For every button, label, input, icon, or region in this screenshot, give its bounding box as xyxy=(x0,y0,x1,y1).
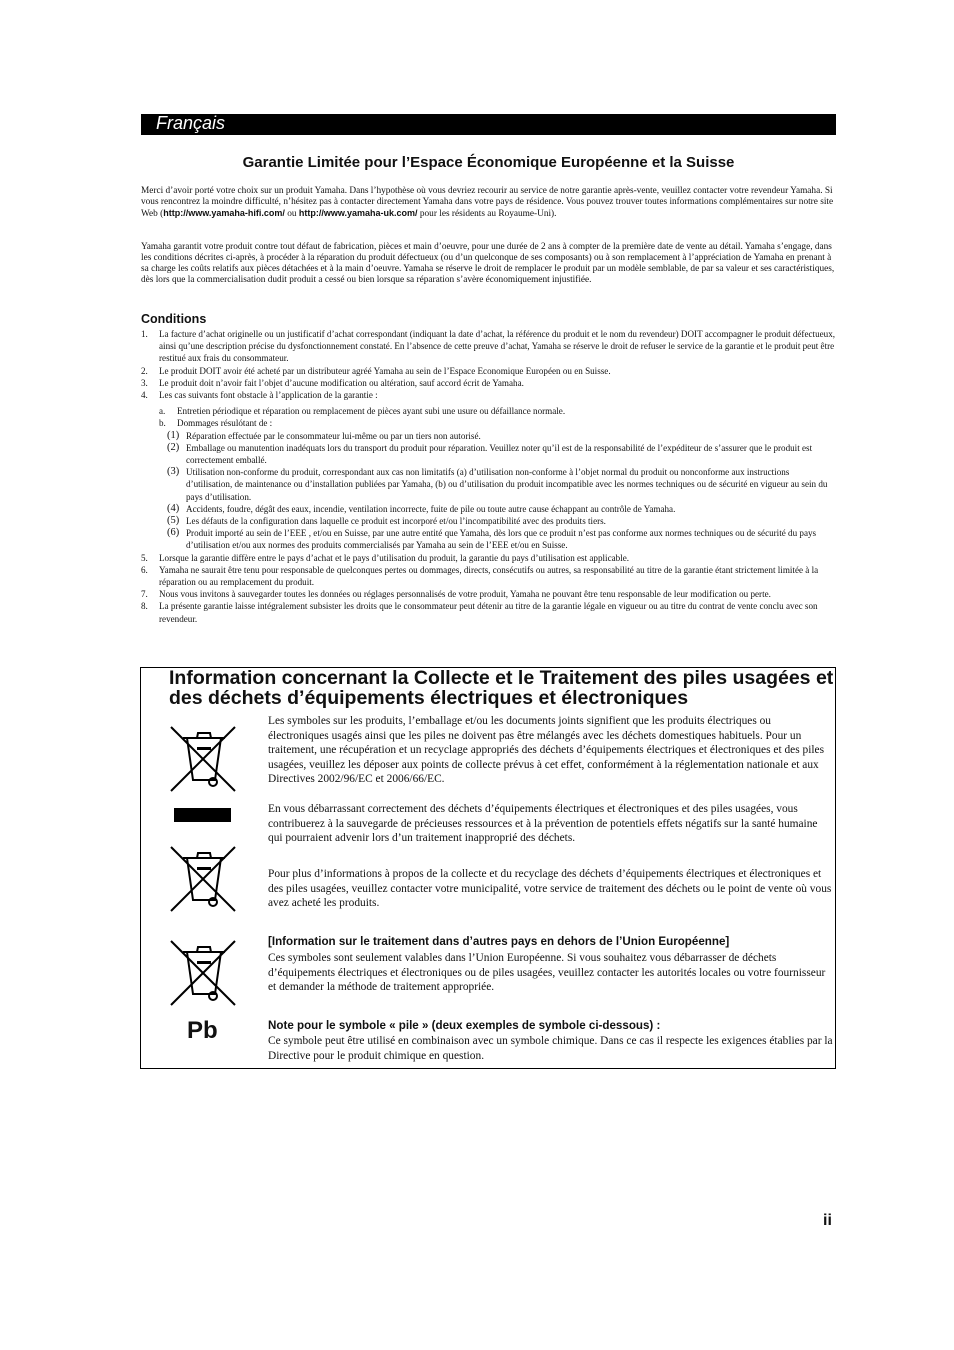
waste-bin-underline-bar xyxy=(174,808,231,822)
item-text: Le produit DOIT avoir été acheté par un distributeur agréé Yamaha au sein de l’Espace Economique Européen ou en Suisse. xyxy=(159,365,611,376)
item-text: Lorsque la garantie diffère entre le pays d’achat et le pays d’utilisation du produit, la garantie du pays d’utilisation est applicable. xyxy=(159,552,630,563)
battery-note-heading: Note pour le symbole « pile » (deux exemples de symbole ci-dessous) : xyxy=(268,1019,661,1032)
item-text: La présente garantie laisse intégralement subsister les droits que le consommateur peut détenir au titre de la garantie légale en vigueur ou au titre du contrat de vente conclu avec son revendeur. xyxy=(159,601,818,624)
subsubitem-text: Utilisation non-conforme du produit, correspondant aux cas non limitatifs (a) d’utilisation non-conforme à l’objet normal du produit ou nonconforme aux instructions d’utilisation, de maintenance ou d’installation publiées par Yamaha, (b) ou d’utilisation du produit incompatible avec les normes techniques ou de sécurité en vigueur au sein du pays d’utilisation. xyxy=(186,467,828,502)
item-text: La facture d’achat originelle ou un justificatif d’achat correspondant (indiquant la date d’achat, la référence du produit et le nom du revendeur) DOIT accompagner le produit défectueux, ainsi qu’une description précise du dysfonctionnement constaté. En l’absence de cette preuve d’achat, Yamaha se réserve le droit de refuser le service de la garantie et le produit peut être restitué aux frais du consommateur. xyxy=(159,329,836,364)
crossed-bin-icon xyxy=(167,938,239,1008)
list-item xyxy=(141,564,836,588)
intro-text-end: pour les résidents au Royaume-Uni). xyxy=(417,208,557,219)
subsubitem-text: Accidents, foudre, dégât des eaux, incendie, ventilation incorrecte, fuite de pile ou toute autre cause échappant au contrôle de Yamaha. xyxy=(186,503,676,514)
subsubitem-number: (4) xyxy=(167,502,180,514)
weee-title: Information concernant la Collecte et le Traitement des piles usagées et des déchets d’équipements électriques et électroniques xyxy=(169,667,834,709)
list-subitem xyxy=(141,417,836,429)
subsubitem-number: (5) xyxy=(167,515,180,527)
list-subsubitem xyxy=(141,430,836,442)
list-subitem xyxy=(141,405,836,417)
item-number: 7. xyxy=(141,589,148,600)
list-subsubitem xyxy=(141,515,836,527)
chemical-symbol-pb: Pb xyxy=(187,1017,218,1044)
subsubitem-number: (1) xyxy=(167,429,180,441)
subitem-letter: b. xyxy=(159,418,166,429)
list-subsubitem xyxy=(141,503,836,515)
conditions-list xyxy=(141,328,836,625)
item-number: 1. xyxy=(141,329,148,339)
subitem-text: Entretien périodique et réparation ou remplacement de pièces ayant subi une usure ou défaillance normale. xyxy=(177,406,566,417)
language-label: Français xyxy=(156,113,226,133)
weee-paragraph-3: Pour plus d’informations à propos de la collecte et du recyclage des déchets d’équipements électriques et électroniques et des piles usagées, veuillez contacter votre municipalité, votre service de traitement des déchets ou le point de vente où vous avez acheté les produits. xyxy=(268,868,832,910)
item-number: 2. xyxy=(141,365,148,376)
subitem-letter: a. xyxy=(159,406,166,417)
list-subsubitem xyxy=(141,527,836,551)
list-item xyxy=(141,552,836,564)
item-text: Le produit doit n’avoir fait l’objet d’aucune modification ou altération, sauf accord écrit de Yamaha. xyxy=(159,377,524,388)
link-yamaha-hifi[interactable]: http://www.yamaha-hifi.com/ xyxy=(163,207,285,218)
item-number: 3. xyxy=(141,377,148,388)
list-item xyxy=(141,377,836,389)
outside-eu-text: Ces symboles sont seulement valables dans l’Union Européenne. Si vous souhaitez vous débarrasser de déchets d’équipements électriques et électroniques ou de piles usagées, veuillez contacter les autorités locales ou votre fournisseur et demander la méthode de traitement appropriée. xyxy=(268,952,826,994)
intro-text-or: ou xyxy=(284,208,299,219)
subsubitem-text: Produit importé au sein de l’EEE , et/ou en Suisse, par une autre entité que Yamaha, dès lors que ce produit n’est pas conforme aux normes techniques ou de sécurité du pays d’utilisation et/ou aux normes des produits commercialisés par Yamaha au sein de l’EEE et/ou en Suisse. xyxy=(186,528,817,551)
item-number: 8. xyxy=(141,601,148,612)
conditions-heading: Conditions xyxy=(141,312,207,326)
list-item xyxy=(141,588,836,600)
subsubitem-number: (6) xyxy=(167,527,180,539)
item-text: Nous vous invitons à sauvegarder toutes les données ou réglages personnalisés de votre produit, Yamaha ne pouvant être tenu responsable de leur modification ou perte. xyxy=(159,589,771,600)
link-yamaha-uk[interactable]: http://www.yamaha-uk.com/ xyxy=(298,207,418,218)
subsubitem-number: (2) xyxy=(167,441,180,453)
weee-paragraph-1: Les symboles sur les produits, l’emballage et/ou les documents joints signifient que les produits électriques ou électroniques usagés ainsi que les piles ne doivent pas être mélangés avec les déchets domestiques habituels. Pour un traitement, une récupération et un recyclage appropriés des déchets d’équipements électriques et électroniques et des piles usagées, veuillez les déposer aux points de collecte prévus à cet effet, conformément à la réglementation nationale et aux Directives 2002/96/EC et 2006/66/EC. xyxy=(268,715,825,786)
crossed-bin-icon xyxy=(167,724,239,794)
intro-text: Merci d’avoir porté votre choix sur un produit Yamaha. Dans l’hypothèse où vous devriez recourir au service de notre garantie après-vente, veuillez contacter votre revendeur Yamaha. Si vous rencontrez la moindre difficulté, n’hésitez pas à contacter directement Yamaha dans votre pays de résidence. Vous pouvez trouver toutes informations complémentaires sur notre site Web ( xyxy=(141,186,834,219)
warranty-guarantee-paragraph: Yamaha garantit votre produit contre tout défaut de fabrication, pièces et main d’oeuvre, pour une durée de 2 ans à compter de la première date de vente au détail. Yamaha s’engage, dans les conditions décrites ci-après, à procéder à la réparation du produit défectueux (ou d’un quelconque de ses composants) ou à son remplacement à l’appréciation de Yamaha en prenant à sa charge les coûts relatifs aux pièces détachées et à la main d’oeuvre. Yamaha se réserve le droit de remplacer le produit par un modèle semblable, de par sa valeur et ses caractéristiques, dès lors que la commercialisation dudit produit a cessé ou bien lorsque sa réparation s’avère économiquement injustifiée. xyxy=(141,242,835,285)
item-text: Yamaha ne saurait être tenu pour responsable de quelconques pertes ou dommages, directs, consécutifs ou autres, sa responsabilité au titre de la garantie étant strictement limitée à la réparation ou au remplacement du produit. xyxy=(159,564,819,588)
crossed-bin-icon xyxy=(167,844,239,914)
item-number: 6. xyxy=(141,564,148,575)
battery-note-text: Ce symbole peut être utilisé en combinaison avec un symbole chimique. Dans ce cas il respecte les exigences établies par la Directive pour le produit chimique en question. xyxy=(268,1035,833,1062)
weee-paragraph-2: En vous débarrassant correctement des déchets d’équipements électriques et électroniques et des piles usagées, vous contribuerez à la sauvegarde de précieuses ressources et à la prévention de potentiels effets négatifs sur la santé humaine qui pourraient advenir lors d’un traitement inapproprié des déchets. xyxy=(268,803,818,845)
warranty-title: Garantie Limitée pour l’Espace Économique Européenne et la Suisse xyxy=(242,154,735,171)
list-item xyxy=(141,389,836,401)
list-item xyxy=(141,328,836,365)
item-number: 4. xyxy=(141,390,148,401)
item-text: Les cas suivants font obstacle à l’application de la garantie : xyxy=(159,390,378,401)
list-subsubitem xyxy=(141,466,836,503)
item-number: 5. xyxy=(141,552,148,563)
list-item xyxy=(141,365,836,377)
subsubitem-text: Les défauts de la configuration dans laquelle ce produit est incorporé et/ou l’incompatibilité avec des produits tiers. xyxy=(186,516,606,527)
warranty-intro xyxy=(141,186,836,220)
list-item xyxy=(141,600,836,624)
subsubitem-text: Emballage ou manutention inadéquats lors du transport du produit pour réparation. Veuillez noter qu’il est de la responsabilité de l’expéditeur de s’assurer que le produit est correctement emballé. xyxy=(186,442,813,466)
outside-eu-heading: [Information sur le traitement dans d’autres pays en dehors de l’Union Européenne] xyxy=(268,935,730,948)
subsubitem-text: Réparation effectuée par le consommateur lui-même ou par un tiers non autorisé. xyxy=(186,430,481,441)
subsubitem-number: (3) xyxy=(167,466,180,478)
subitem-text: Dommages résulótant de : xyxy=(177,418,273,429)
weee-information-box xyxy=(140,667,836,1069)
page-number: ii xyxy=(823,1212,832,1229)
language-header-bar xyxy=(141,114,836,135)
list-subsubitem xyxy=(141,442,836,466)
